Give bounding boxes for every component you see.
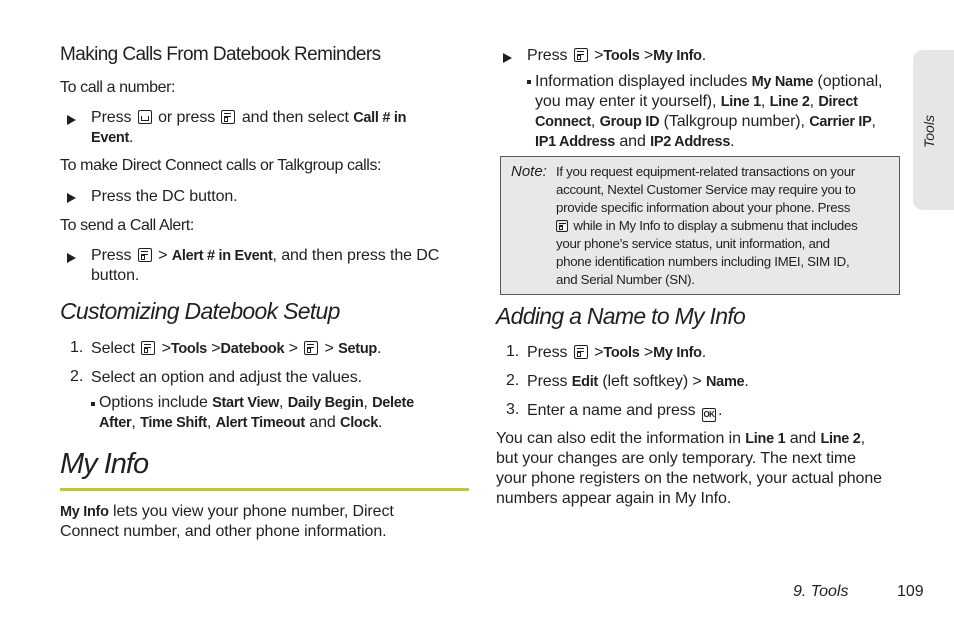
field-line-2: Line 2 (820, 431, 861, 447)
note-label: Note: (511, 163, 547, 180)
info-list (535, 72, 907, 152)
menu-option-datebook: Datebook (220, 341, 285, 357)
instruction-alert (91, 246, 471, 286)
menu-option-event: Event (91, 130, 129, 146)
ok-key-icon: OK (702, 408, 716, 422)
term-my-info: My Info (60, 504, 109, 520)
text: . (701, 47, 707, 64)
text: . (376, 340, 382, 357)
field-line-2: Line 2 (769, 94, 810, 110)
text: If you request equipment-related transactions on your (556, 164, 855, 179)
text: , (760, 93, 766, 110)
step-enter-name (527, 401, 907, 422)
bullet-arrow-icon (67, 115, 76, 125)
setup-options (99, 393, 471, 433)
bullet-arrow-icon (503, 53, 512, 63)
softkey-edit: Edit (571, 374, 598, 390)
text: > (643, 344, 654, 361)
text: Select (91, 340, 135, 357)
text: but your changes are only temporary. The next time (496, 450, 856, 467)
instruction-my-info (527, 46, 907, 66)
instruction-call (91, 108, 471, 148)
text: . (730, 133, 735, 150)
text: (Talkgroup number), (663, 113, 805, 130)
text: . (744, 373, 749, 390)
field-ip2-address: IP2 Address (650, 134, 731, 150)
menu-option-call: Call # in (353, 110, 407, 126)
text: or press (158, 109, 216, 126)
text: Press (91, 109, 132, 126)
lead-call-alert: To send a Call Alert: (60, 217, 194, 234)
footer-chapter: 9. Tools (793, 583, 849, 600)
text: (optional, (817, 73, 883, 90)
text: , (871, 113, 876, 130)
heading-adding-name: Adding a Name to My Info (496, 303, 746, 329)
text: , (590, 113, 596, 130)
step-number: 2. (506, 372, 520, 389)
text: Enter a name and press (527, 402, 696, 419)
menu-option-setup: Setup (338, 341, 377, 357)
text: and then select (241, 109, 349, 126)
text: account, Nextel Customer Service may require you to (556, 182, 856, 197)
menu-key-icon (141, 341, 155, 355)
option-start-view: Start View (212, 395, 280, 411)
text: phone identification numbers including IMEI, SIM ID, (556, 254, 850, 269)
text: you may enter it yourself), (535, 93, 717, 110)
section-tab-label: Tools (921, 115, 937, 148)
text: , and then press the DC (272, 247, 440, 264)
text: > (288, 340, 298, 357)
page-number: 109 (897, 583, 924, 600)
text: , (809, 93, 815, 110)
text: numbers appear again in My Info. (496, 490, 732, 507)
bullet-square-icon (527, 80, 531, 84)
menu-option-my-info: My Info (653, 48, 702, 64)
bullet-arrow-icon (67, 253, 76, 263)
menu-key-icon (556, 220, 568, 232)
field-direct-connect: Connect (535, 114, 591, 130)
menu-key-icon (574, 345, 588, 359)
option-daily-begin: Daily Begin (287, 395, 364, 411)
text: > (161, 340, 171, 357)
text: Connect number, and other phone information. (60, 523, 387, 540)
step-select-setup (91, 339, 471, 359)
menu-option-my-info: My Info (653, 345, 702, 361)
text: and (789, 430, 817, 447)
my-info-description (60, 502, 470, 542)
text: lets you view your phone number, Direct (113, 503, 394, 520)
menu-option-tools: Tools (603, 48, 640, 64)
text: , (279, 394, 284, 411)
text: > (692, 373, 702, 390)
step-open-my-info (527, 343, 907, 363)
menu-key-icon (304, 341, 318, 355)
step-adjust-values: Select an option and adjust the values. (91, 369, 362, 386)
text: and (619, 133, 646, 150)
note-box (500, 156, 900, 295)
step-edit-name (527, 372, 907, 392)
menu-option-tools: Tools (603, 345, 640, 361)
menu-option-name: Name (706, 374, 745, 390)
bullet-arrow-icon (67, 193, 76, 203)
text: (left softkey) (602, 373, 689, 390)
text: , (363, 394, 368, 411)
text: > (158, 247, 168, 264)
option-delete-after: After (99, 415, 132, 431)
field-carrier-ip: Carrier IP (809, 114, 872, 130)
menu-key-icon (221, 110, 235, 124)
menu-key-icon (138, 248, 152, 262)
text: You can also edit the information in (496, 430, 741, 447)
text: and Serial Number (SN). (556, 272, 695, 287)
option-time-shift: Time Shift (140, 415, 207, 431)
menu-option-tools: Tools (170, 341, 207, 357)
text: > (324, 340, 334, 357)
text: , (206, 414, 212, 431)
heading-customizing-setup: Customizing Datebook Setup (60, 298, 340, 324)
field-direct-connect: Direct (818, 94, 858, 110)
heading-datebook-calls: Making Calls From Datebook Reminders (60, 44, 381, 65)
text: Information displayed includes (535, 73, 748, 90)
step-number: 1. (70, 339, 84, 356)
edit-info-paragraph (496, 429, 906, 509)
step-number: 3. (506, 401, 520, 418)
text: your phone’s service status, unit information, and (556, 236, 830, 251)
menu-option-alert: Alert # in Event (171, 248, 273, 264)
note-text (556, 163, 894, 289)
text: Press (527, 47, 568, 64)
instruction-dc: Press the DC button. (91, 188, 238, 205)
text: , (860, 430, 865, 447)
option-clock: Clock (340, 415, 379, 431)
phone-key-icon (138, 110, 152, 124)
menu-key-icon (574, 48, 588, 62)
field-ip1-address: IP1 Address (535, 134, 615, 150)
text: Options include (99, 394, 208, 411)
field-line-1: Line 1 (720, 94, 761, 110)
text: . (378, 414, 383, 431)
lead-call-number: To call a number: (60, 79, 176, 96)
text: Press (527, 373, 568, 390)
text: Press (527, 344, 568, 361)
text: your phone registers on the network, your actual phone (496, 470, 882, 487)
text: while in My Info to display a submenu that includes (573, 218, 858, 233)
bullet-square-icon (91, 402, 95, 406)
option-delete-after: Delete (372, 395, 414, 411)
text: > (594, 344, 604, 361)
text: . (701, 344, 707, 361)
text: > (594, 47, 604, 64)
text: . (129, 129, 134, 146)
text: and (309, 414, 336, 431)
field-my-name: My Name (751, 74, 814, 90)
text: button. (91, 267, 140, 284)
text: provide specific information about your phone. Press (556, 200, 851, 215)
step-number: 2. (70, 368, 84, 385)
field-group-id: Group ID (599, 114, 660, 130)
option-alert-timeout: Alert Timeout (215, 415, 305, 431)
field-line-1: Line 1 (745, 431, 786, 447)
heading-rule (60, 488, 469, 491)
lead-direct-connect: To make Direct Connect calls or Talkgroup calls: (60, 157, 382, 174)
text: Press (91, 247, 132, 264)
step-number: 1. (506, 343, 520, 360)
text: > (643, 47, 654, 64)
text: . (717, 402, 723, 419)
text: , (131, 414, 136, 431)
text: > (211, 340, 221, 357)
heading-my-info: My Info (60, 448, 149, 480)
